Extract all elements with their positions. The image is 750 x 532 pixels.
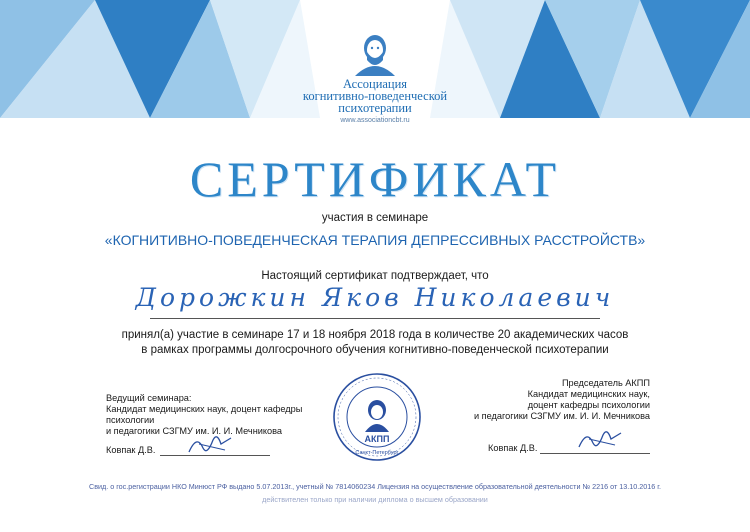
registration-footer: Свид. о гос.регистрации НКО Минюст РФ выдано 5.07.2013г., учетный № 7814060234 Лицензия на осуществление образовательной деятельности № 2216 от 13.10.2016 г. bbox=[89, 482, 661, 491]
right-signatory-role: Председатель АКПП bbox=[561, 378, 650, 388]
organization-name-line1: Ассоциация bbox=[342, 77, 408, 91]
right-signatory-line3: и педагогики СЗГМУ им. И. И. Мечникова bbox=[473, 411, 650, 421]
right-signatory-block bbox=[474, 378, 650, 422]
certificate-subtitle: участия в семинаре bbox=[321, 212, 429, 224]
right-signatory-line2: доцент кафедры психологии bbox=[527, 400, 650, 410]
participation-line2: в рамках программы долгосрочного обучения когнитивно-поведенческой психотерапии bbox=[141, 344, 609, 356]
validity-note: действителен только при наличии диплома о высшем образовании bbox=[262, 495, 488, 504]
organization-emblem-icon bbox=[345, 30, 405, 78]
left-signatory-name: Ковпак Д.В. bbox=[106, 445, 156, 455]
left-signature bbox=[185, 430, 235, 458]
participation-line1: принял(а) участие в семинаре 17 и 18 ноября 2018 года в количестве 20 академических часов bbox=[121, 329, 629, 341]
recipient-name: Дорожкин Яков Николаевич bbox=[135, 283, 615, 312]
organization-name-line2: когнитивно-поведенческой bbox=[302, 89, 448, 103]
organization-website: www.associationcbt.ru bbox=[340, 117, 410, 124]
seminar-title: «КОГНИТИВНО-ПОВЕДЕНЧЕСКАЯ ТЕРАПИЯ ДЕПРЕССИВНЫХ РАССТРОЙСТВ» bbox=[104, 232, 646, 248]
right-signature-line bbox=[540, 453, 650, 454]
organization-stamp bbox=[332, 372, 422, 462]
left-signatory-line3: и педагогики СЗГМУ им. И. И. Мечникова bbox=[106, 426, 283, 436]
left-signatory-line1: Кандидат медицинских наук, доцент кафедры bbox=[106, 404, 303, 414]
organization-name-line3: психотерапии bbox=[338, 101, 412, 115]
left-signatory-line2: психологии bbox=[106, 415, 155, 425]
stamp-bottom-text: Санкт-Петербург bbox=[355, 450, 399, 456]
certificate-title: СЕРТИФИКАТ bbox=[189, 151, 561, 207]
participation-text bbox=[0, 328, 750, 358]
right-signatory-line1: Кандидат медицинских наук, bbox=[527, 389, 650, 399]
right-signatory-name: Ковпак Д.В. bbox=[488, 443, 538, 453]
recipient-name-underline bbox=[150, 318, 600, 319]
right-signature bbox=[575, 425, 625, 453]
organization-header bbox=[250, 30, 500, 124]
confirmation-text: Настоящий сертификат подтверждает, что bbox=[261, 270, 489, 282]
left-signatory-role: Ведущий семинара: bbox=[106, 393, 192, 403]
stamp-center-text: АКПП bbox=[364, 434, 390, 444]
